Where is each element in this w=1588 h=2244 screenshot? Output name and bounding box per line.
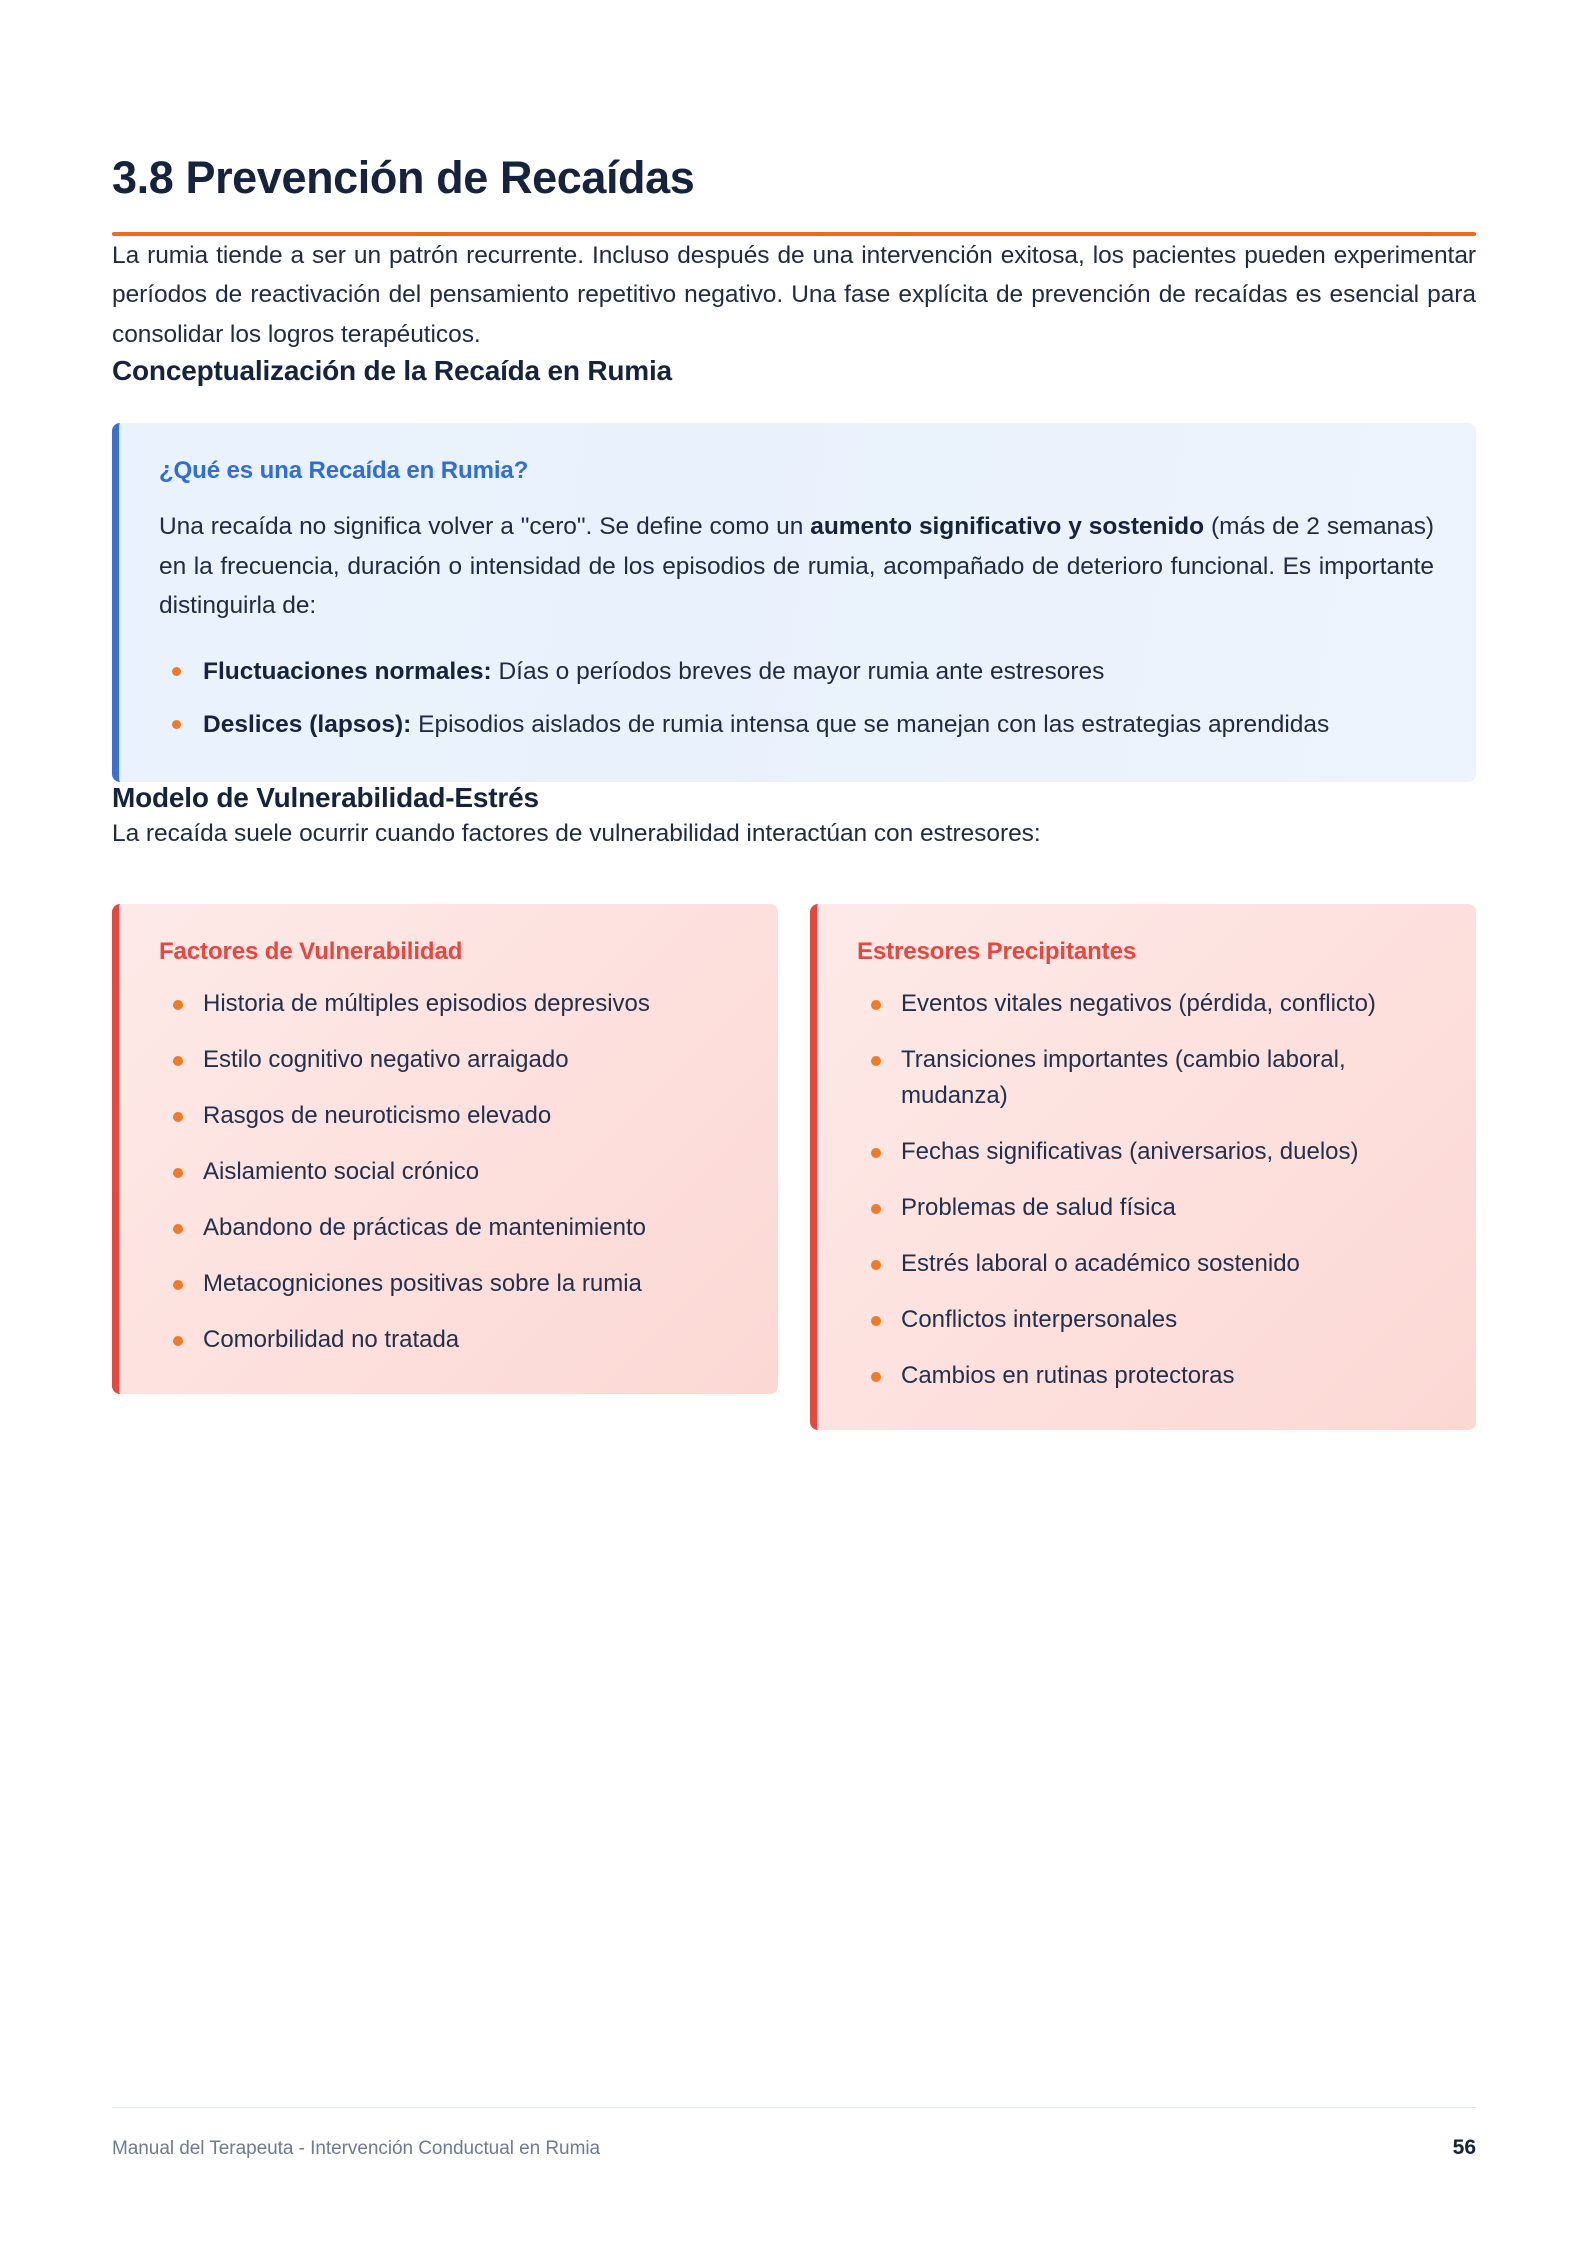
list-item: Transiciones importantes (cambio laboral, mudanza) — [857, 1042, 1442, 1114]
list-item: Estilo cognitivo negativo arraigado — [159, 1042, 744, 1078]
page-title: 3.8 Prevención de Recaídas — [112, 152, 695, 203]
footer-divider — [112, 2107, 1476, 2108]
list-item: Conflictos interpersonales — [857, 1302, 1442, 1338]
callout-title: ¿Qué es una Recaída en Rumia? — [159, 456, 529, 484]
card-title: Estresores Precipitantes — [857, 937, 1137, 965]
footer-row — [112, 2136, 1476, 2160]
list-item — [159, 652, 1434, 691]
callout-distinction-list — [159, 652, 1434, 744]
list-item: Eventos vitales negativos (pérdida, conflicto) — [857, 986, 1442, 1022]
list-item: Problemas de salud física — [857, 1190, 1442, 1226]
callout-body-bold: aumento significativo y sostenido — [810, 512, 1205, 540]
list-item: Estrés laboral o académico sostenido — [857, 1246, 1442, 1282]
card-list — [159, 986, 744, 1358]
list-item: Abandono de prácticas de mantenimiento — [159, 1210, 744, 1246]
list-item-lead: Deslices (lapsos): — [203, 711, 412, 739]
list-item: Aislamiento social crónico — [159, 1154, 744, 1190]
callout-body-part2: (más de 2 semanas) en la frecuencia, duración o intensidad de los episodios de rumia, acompañado de deterioro funcional. Es importante distinguirla de: — [159, 512, 1434, 620]
callout-body-part1: Una recaída no significa volver a "cero". Se define como un — [159, 512, 811, 540]
list-item-text: Episodios aislados de rumia intensa que se manejan con las estrategias aprendidas — [411, 711, 1330, 739]
list-item: Historia de múltiples episodios depresivos — [159, 986, 744, 1022]
card-list — [857, 986, 1442, 1394]
card-title: Factores de Vulnerabilidad — [159, 937, 463, 965]
section-heading-conceptualizacion: Conceptualización de la Recaída en Rumia — [112, 354, 672, 386]
list-item: Fechas significativas (aniversarios, duelos) — [857, 1134, 1442, 1170]
card-factores-de-vulnerabilidad — [112, 904, 778, 1394]
list-item-text: Días o períodos breves de mayor rumia ante estresores — [491, 657, 1105, 685]
model-intro-paragraph: La recaída suele ocurrir cuando factores de vulnerabilidad interactúan con estresores: — [112, 820, 1041, 848]
vulnerability-stress-card-row — [112, 904, 1476, 1430]
footer-manual-title: Manual del Terapeuta - Intervención Conductual en Rumia — [112, 2138, 601, 2159]
page-footer — [112, 2107, 1476, 2160]
list-item: Metacogniciones positivas sobre la rumia — [159, 1266, 744, 1302]
definition-callout-box — [112, 423, 1476, 782]
list-item: Comorbilidad no tratada — [159, 1322, 744, 1358]
list-item — [159, 705, 1434, 744]
card-estresores-precipitantes — [810, 904, 1476, 1430]
title-block — [112, 0, 1476, 236]
section-heading-modelo: Modelo de Vulnerabilidad-Estrés — [112, 782, 539, 814]
list-item-lead: Fluctuaciones normales: — [203, 657, 492, 685]
list-item: Cambios en rutinas protectoras — [857, 1358, 1442, 1394]
list-item: Rasgos de neuroticismo elevado — [159, 1098, 744, 1134]
intro-paragraph: La rumia tiende a ser un patrón recurrente. Incluso después de una intervención exitosa, los pacientes pueden experimentar períodos de reactivación del pensamiento repetitivo negativo. Una fase explícita de prevención de recaídas es esencial para consolidar los logros terapéuticos. — [112, 241, 1476, 349]
footer-page-number: 56 — [1452, 2136, 1476, 2159]
callout-body-paragraph — [159, 507, 1434, 626]
